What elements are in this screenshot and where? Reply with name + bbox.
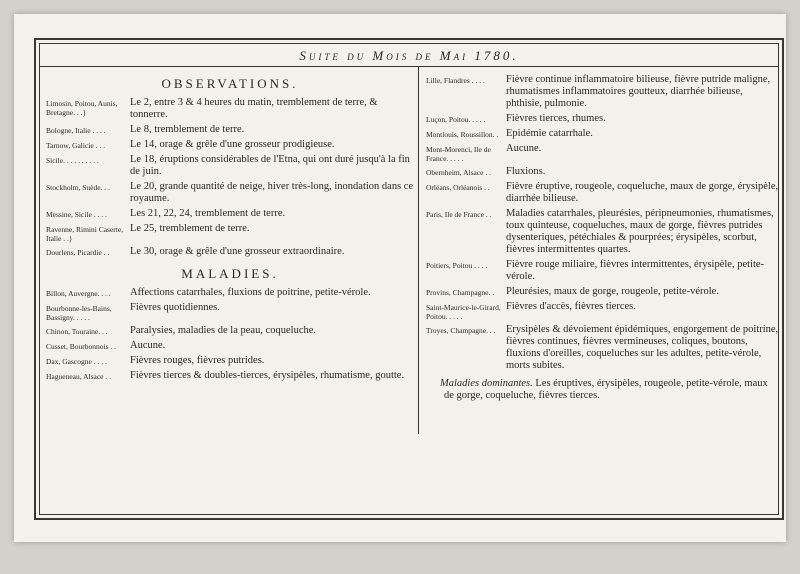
entry-text: Maladies catarrhales, pleurésies, péripneumonies, rhumatismes, toux quinteuse, coqueluches, maux de gorge, fièvres putrides dysenteriques, pétéchiales & pourprées; érysipèles, scorbut, fièvres intermittentes quartes.: [506, 208, 774, 255]
list-item: [426, 128, 780, 140]
list-item: [426, 286, 780, 298]
column-divider: [418, 66, 419, 434]
entry-text: Aucune.: [506, 143, 542, 154]
dominant-text: Les éruptives, érysipèles, rougeole, petite-vérole, maux de gorge, coqueluche, fièvres tierces.: [444, 378, 768, 401]
place-name: Billon, Auvergne. . . .: [46, 289, 111, 298]
place-name: Chinon, Touraine. . .: [46, 327, 108, 336]
entry-text: Le 25, tremblement de terre.: [130, 223, 250, 234]
list-item: [46, 208, 414, 220]
entry-text: Fièvre éruptive, rougeole, coqueluche, maux de gorge, érysipèle, diarrhée bilieuse.: [506, 181, 779, 204]
observations-heading: OBSERVATIONS.: [161, 76, 299, 91]
right-column: [426, 74, 780, 402]
list-item: [46, 154, 414, 178]
entry-text: Fièvres rouges, fièvres putrides.: [130, 355, 265, 366]
entry-text: Le 14, orage & grêle d'une grosseur prodigieuse.: [130, 139, 335, 150]
entry-text: Fièvre continue inflammatoire bilieuse, fièvre putride maligne, rhumatismes inflammatoires goutteux, diarrhée bilieuse, phthisie, pulmonie.: [506, 74, 771, 109]
list-item: [46, 124, 414, 136]
place-name: Cusset, Bourbonnois . .: [46, 342, 117, 351]
entry-text: Le 8, tremblement de terre.: [130, 124, 245, 135]
entry-text: Fièvres d'accès, fièvres tierces.: [506, 301, 636, 312]
header-rule: [40, 66, 778, 67]
place-name: Paris, Ile de France . .: [426, 210, 492, 219]
entry-text: Fièvres quotidiennes.: [130, 302, 220, 313]
place-name: Luçon, Poitou. . . . .: [426, 115, 486, 124]
entry-text: Pleurésies, maux de gorge, rougeole, petite-vérole.: [506, 286, 719, 297]
dominant-diseases: [426, 378, 780, 402]
page-title: Suite du Mois de Mai 1780.: [299, 48, 519, 63]
list-item: [426, 208, 780, 256]
place-name: Dourlens, Picardie . .: [46, 248, 110, 257]
list-item: [46, 246, 414, 258]
place-name: Tarnow, Galicie . . .: [46, 141, 105, 150]
entry-text: Les 21, 22, 24, tremblement de terre.: [130, 208, 286, 219]
place-name: Messine, Sicile . . . .: [46, 210, 107, 219]
place-name: Provins, Champagne. .: [426, 288, 495, 297]
place-name: Ravenne, Rimini Caserte, Italie . .}: [46, 225, 124, 243]
maladies-heading: MALADIES.: [181, 266, 279, 281]
list-item: [426, 324, 780, 372]
list-item: [426, 181, 780, 205]
page-frame: [34, 38, 784, 520]
entry-text: Fièvre rouge miliaire, fièvres intermittentes, érysipèle, petite-vérole.: [506, 259, 765, 282]
list-item: [426, 74, 780, 110]
place-name: Mont-Morenci, Ile de France. . . . .: [426, 145, 491, 163]
entry-text: Fièvres tierces & doubles-tierces, érysipèles, rhumatisme, goutte.: [130, 370, 405, 381]
entry-text: Le 30, orage & grêle d'une grosseur extraordinaire.: [130, 246, 345, 257]
place-name: Saint-Maurice-le-Girard, Poitou. . . . .: [426, 303, 501, 321]
list-item: [46, 139, 414, 151]
place-name: Lille, Flandres . . . .: [426, 76, 485, 85]
maladies-list-left: [46, 287, 414, 382]
place-name: Montlouis, Roussillon. .: [426, 130, 499, 139]
entry-text: Aucune.: [130, 340, 166, 351]
entry-text: Epidémie catarrhale.: [506, 128, 593, 139]
place-name: Orléans, Orléanois . .: [426, 183, 490, 192]
place-name: Dax, Gascogne . . . .: [46, 357, 107, 366]
entry-text: Fièvres tierces, rhumes.: [506, 113, 606, 124]
list-item: [426, 143, 780, 163]
document-page: [14, 14, 786, 542]
list-item: [426, 259, 780, 283]
entry-text: Le 2, entre 3 & 4 heures du matin, tremblement de terre, & tonnerre.: [130, 97, 378, 120]
place-name: Bourbonne-les-Bains, Bassigny. . . . .: [46, 304, 112, 322]
list-item: [46, 287, 414, 299]
place-name: Stockholm, Suède. . .: [46, 183, 110, 192]
entry-text: Erysipèles & dévoiement épidémiques, engorgement de poitrine, fièvres continues, fièvres vermineuses, coliques, boutons, fluxions d'oreilles, coqueluches sur les adultes, petite-vérole, morts subites.: [506, 324, 779, 371]
dominant-label: Maladies dominantes.: [440, 378, 533, 389]
list-item: [46, 325, 414, 337]
entry-text: Le 18, éruptions considérables de l'Etna, qui ont duré jusqu'à la fin de juin.: [130, 154, 410, 177]
place-name: Troyes, Champagne. . .: [426, 326, 496, 335]
left-column: [46, 74, 414, 385]
list-item: [46, 370, 414, 382]
list-item: [46, 355, 414, 367]
list-item: [46, 340, 414, 352]
list-item: [426, 166, 780, 178]
list-item: [426, 113, 780, 125]
list-item: [46, 181, 414, 205]
place-name: Hagueneau, Alsace . .: [46, 372, 111, 381]
entry-text: Paralysies, maladies de la peau, coqueluche.: [130, 325, 317, 336]
list-item: [46, 223, 414, 243]
list-item: [46, 302, 414, 322]
list-item: [46, 97, 414, 121]
maladies-list-right: [426, 74, 780, 372]
page-frame-inner: [39, 43, 779, 515]
place-name: Obernheim, Alsace . .: [426, 168, 491, 177]
entry-text: Affections catarrhales, fluxions de poitrine, petite-vérole.: [130, 287, 371, 298]
place-name: Limosin, Poitou, Aunis, Bretagne. . .}: [46, 99, 118, 117]
place-name: Sicile. . . . . . . . . .: [46, 156, 99, 165]
place-name: Bologne, Italie . . . .: [46, 126, 106, 135]
observations-list: [46, 97, 414, 258]
entry-text: Fluxions.: [506, 166, 546, 177]
entry-text: Le 20, grande quantité de neige, hiver très-long, inondation dans ce royaume.: [130, 181, 414, 204]
place-name: Poitiers, Poitou . . . .: [426, 261, 488, 270]
list-item: [426, 301, 780, 321]
